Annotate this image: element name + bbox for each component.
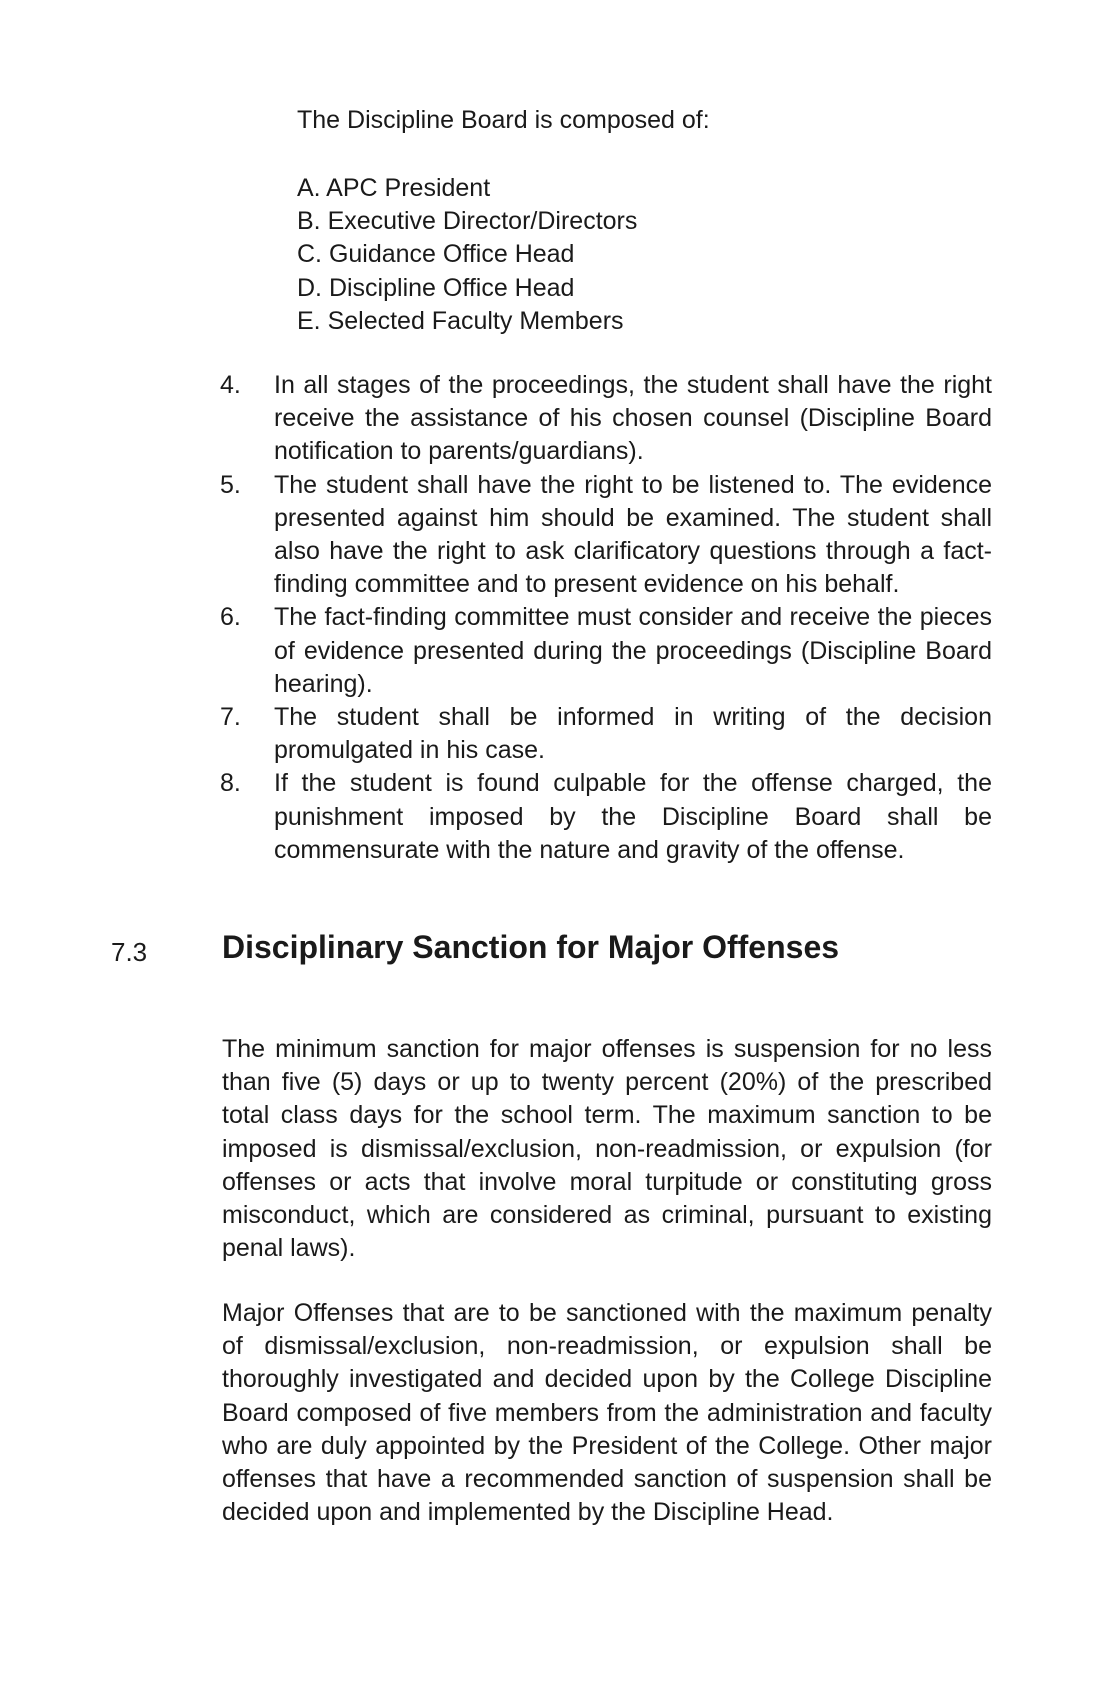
- list-item-text: The fact-finding committee must consider and receive the pieces of evidence presented during the proceedings (Discipline Board hearing).: [274, 603, 992, 698]
- list-item-text: The student shall have the right to be listened to. The evidence presented against him should be examined. The student shall also have the right to ask clarificatory questions through a fact-finding committee and to present evidence on his behalf.: [274, 470, 992, 599]
- board-member-item: B. Executive Director/Directors: [297, 207, 638, 236]
- board-member-item: A. APC President: [297, 174, 491, 202]
- list-item-number: 4.: [220, 371, 241, 399]
- section-paragraph: Major Offenses that are to be sanctioned with the maximum penalty of dismissal/exclusion, non-readmission, or expulsion shall be thoroughly investigated and decided upon by the College Discipline Board composed of five members from the administration and faculty who are duly appointed by the President of the College. Other major offenses that have a recommended sanction of suspension shall be decided upon and implemented by the Discipline Head.: [222, 1299, 992, 1527]
- rights-list-item: [220, 701, 992, 767]
- rights-list-item: [220, 601, 992, 701]
- list-item-number: 6.: [220, 603, 241, 632]
- rights-list-item: [220, 767, 992, 867]
- list-item-number: 7.: [220, 703, 241, 732]
- list-item-text: If the student is found culpable for the offense charged, the punishment imposed by the Discipline Board shall be commensurate with the nature and gravity of the offense.: [274, 769, 992, 864]
- board-intro: The Discipline Board is composed of:: [297, 106, 710, 134]
- board-members-list: [297, 172, 637, 338]
- section-paragraph: The minimum sanction for major offenses is suspension for no less than five (5) days or up to twenty percent (20%) of the prescribed total class days for the school term. The maximum sanction to be imposed is dismissal/exclusion, non-readmission, or expulsion (for offenses or acts that involve moral turpitude or constituting gross misconduct, which are considered as criminal, pursuant to existing penal laws).: [222, 1035, 992, 1263]
- list-item-number: 5.: [220, 470, 241, 499]
- rights-list-item: [220, 369, 992, 469]
- list-item-text: The student shall be informed in writing of the decision promulgated in his case.: [274, 703, 992, 765]
- section-number: 7.3: [111, 937, 148, 967]
- board-member-item: D. Discipline Office Head: [297, 273, 575, 302]
- board-member-item: E. Selected Faculty Members: [297, 306, 624, 335]
- list-item-text: In all stages of the proceedings, the student shall have the right receive the assistance of his chosen counsel (Discipline Board notification to parents/guardians).: [274, 371, 992, 466]
- list-item-number: 8.: [220, 769, 241, 798]
- rights-list-item: [220, 469, 992, 602]
- board-member-item: C. Guidance Office Head: [297, 240, 575, 269]
- section-title: Disciplinary Sanction for Major Offenses: [222, 929, 840, 965]
- student-rights-list: [220, 369, 992, 867]
